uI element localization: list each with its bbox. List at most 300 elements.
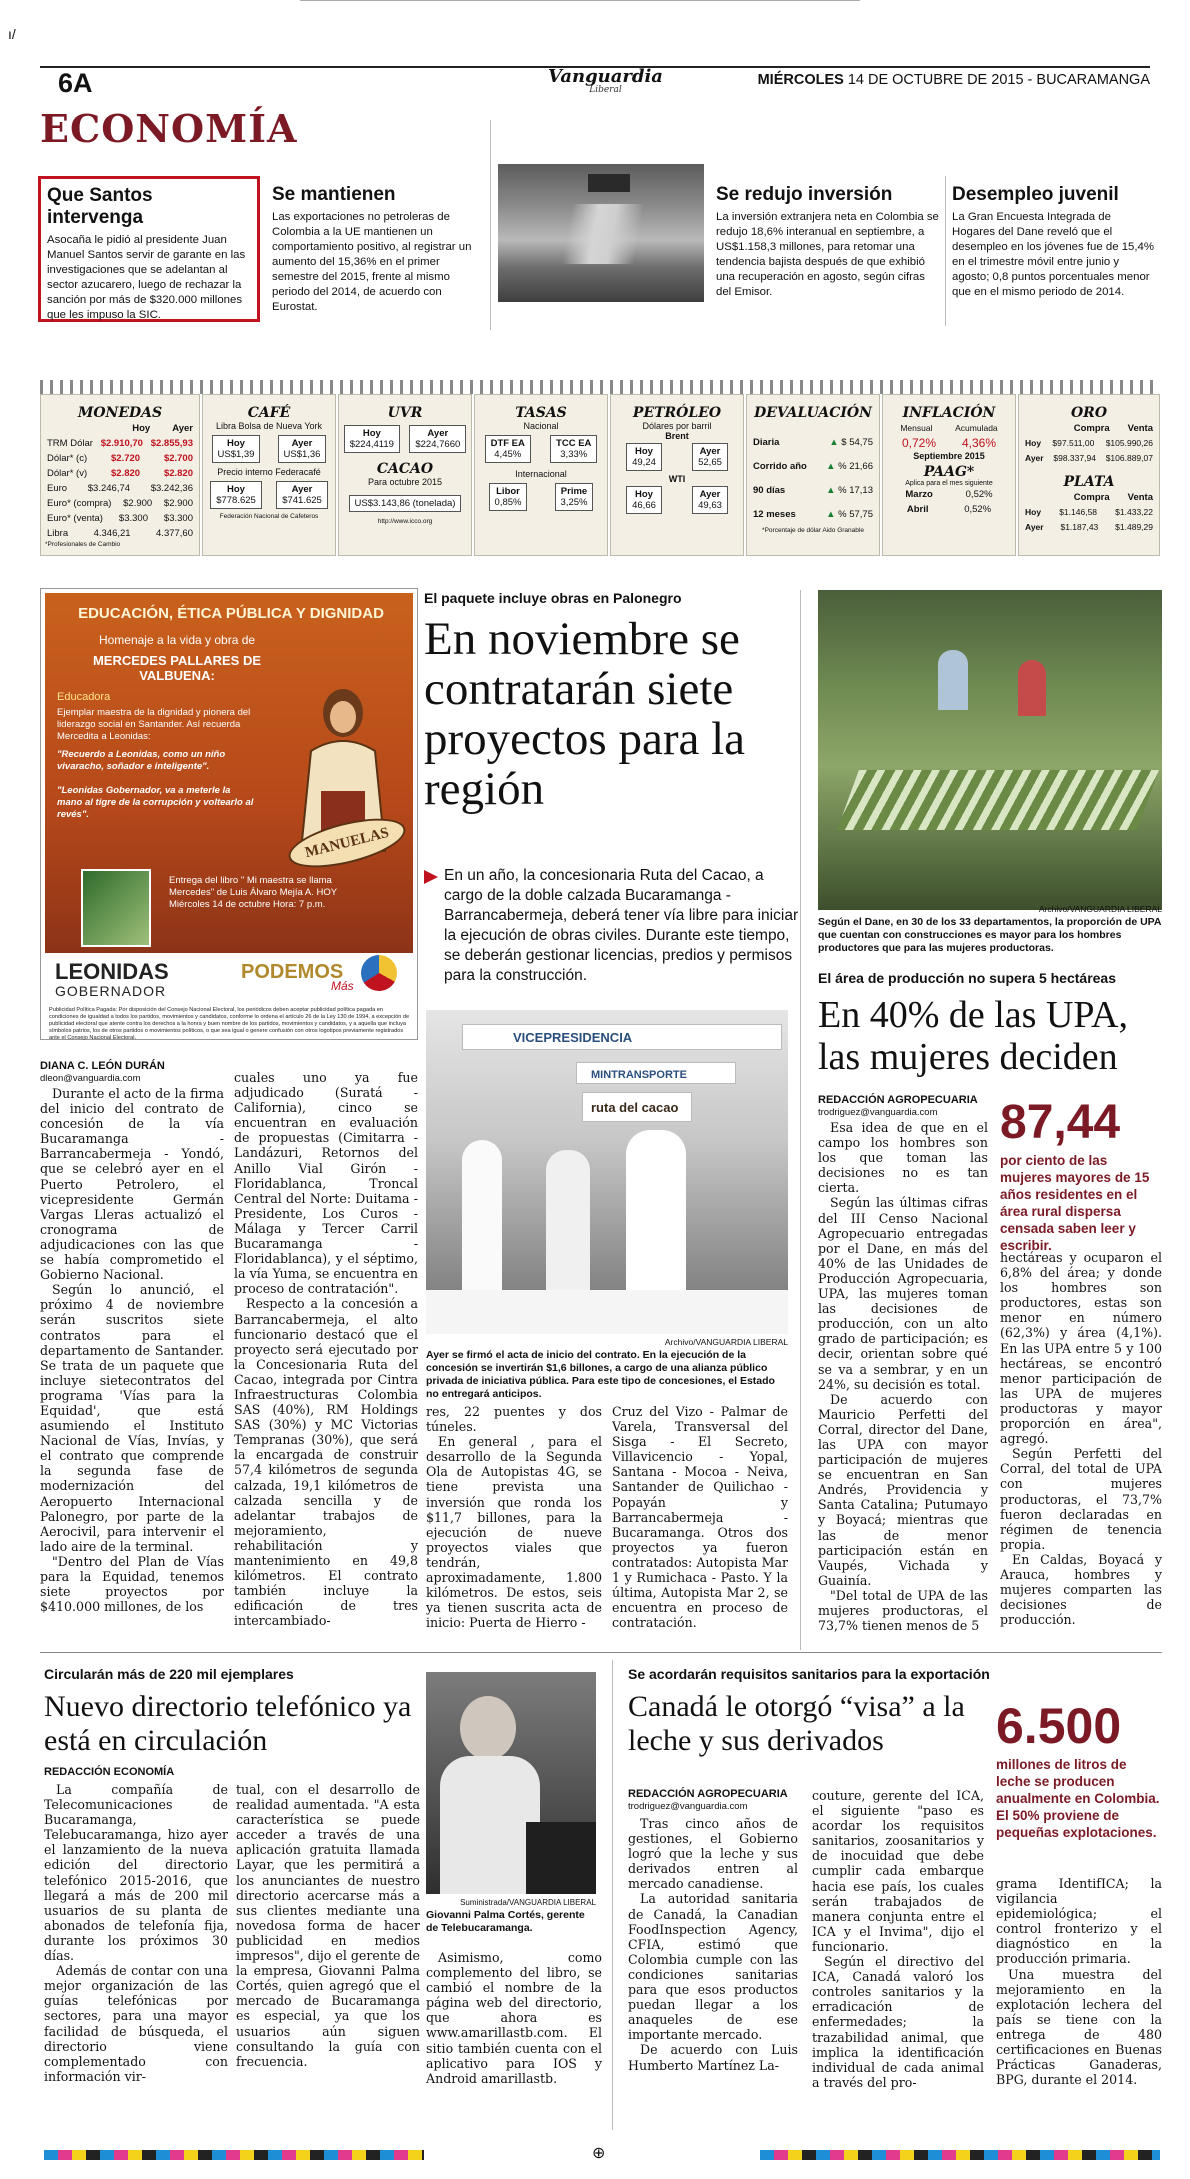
paragraph: De acuerdo con Mauricio Perfetti del Corral, director del Dane, las UPA con mayor participación de mujeres se encuentran en San Andrés, Providencia y Santa Catalina; Putumayo y Boyacá; mientras que las de menor participación están en Vaupés, Vichada y Guainía. (818, 1391, 988, 1588)
brent-hoy-box (626, 443, 662, 471)
market-note: *Profesionales de Cambio (45, 541, 121, 548)
col-compra: Compra (1073, 423, 1110, 434)
up-arrow-icon: ▲ (826, 509, 839, 520)
canada-big-number: 6.500 (996, 1698, 1122, 1754)
directory-col-1 (44, 1782, 228, 2130)
ad-party-sub: Más (331, 979, 354, 993)
brief-1 (38, 176, 260, 322)
party-logo-icon (361, 955, 397, 991)
upa-byline: REDACCIÓN AGROPECUARIA (818, 1094, 978, 1106)
truck-road-photo (498, 164, 704, 302)
paragraph: "Del total de UPA de las mujeres productoras, el 73,7% tienen menos de 5 (818, 1587, 988, 1634)
row-label: TRM Dólar (47, 438, 93, 449)
month: Septiembre (913, 451, 963, 461)
section-title: ECONOMÍA (40, 106, 298, 151)
cafe-ayer-box (278, 435, 327, 463)
row-label: Euro (47, 483, 68, 494)
market-sub: Nacional (523, 421, 559, 431)
row-label: Euro* (compra) (47, 498, 112, 509)
label: Hoy (635, 446, 653, 457)
label: Libor (496, 486, 520, 497)
venta-value: $1.433,22 (1115, 507, 1153, 517)
dev-row (747, 503, 879, 527)
inflacion-values (883, 436, 1015, 451)
market-note: *Porcentaje de dólar Aido Granable (762, 527, 864, 534)
ad-party: PODEMOS (241, 961, 344, 983)
market-note: http://www.icco.org (377, 518, 433, 525)
label: Hoy (227, 438, 245, 449)
row-value: 0,52% (964, 504, 992, 515)
row-value-wrap (826, 503, 873, 527)
row-hoy: $3.246,74 (87, 483, 131, 494)
main-byline: DIANA C. LEÓN DURÁN (40, 1060, 165, 1072)
row-label: Marzo (905, 489, 933, 500)
brief-4 (952, 184, 1157, 300)
truck-shape (588, 174, 630, 192)
brief-text: Las exportaciones no petroleras de Colombia a la UE mantienen un comportamiento positivo, al registrar un aumento del 15,36% en el primer semestre del 2015, frente al mismo periodo del 2014, de acuerdo con Eurostat. (272, 211, 472, 313)
notebook-spiral-decoration (40, 380, 1160, 394)
main-col-1 (40, 1086, 224, 1646)
mensual-value: 0,72% (901, 436, 937, 450)
value: 49,24 (632, 457, 656, 468)
row-hoy: $2.720 (111, 453, 141, 464)
row-ayer: $2.820 (163, 468, 193, 479)
cafe-ayer-box (276, 481, 328, 509)
ad-header: EDUCACIÓN, ÉTICA PÚBLICA Y DIGNIDAD (78, 605, 384, 622)
directory-col-3 (426, 1950, 602, 2130)
wti-hoy-box (626, 486, 662, 514)
person-silhouette (546, 1150, 590, 1300)
market-petroleo (610, 394, 744, 556)
road-shape (518, 204, 688, 264)
lead-arrow-icon (424, 870, 438, 884)
row-label: Hoy (1025, 438, 1042, 448)
label: Ayer (699, 446, 721, 457)
farm-photo (818, 590, 1162, 910)
col-venta: Venta (1127, 492, 1153, 503)
canada-headline: Canadá le otorgó “visa” a la leche y sus derivados (628, 1690, 965, 1757)
signing-table (426, 1290, 788, 1334)
banner-mintransporte (576, 1062, 736, 1084)
prime-box (555, 483, 594, 511)
cacao-value: US$3.143,86 (tonelada) (349, 495, 462, 512)
row-value: % 17,13 (838, 485, 873, 496)
market-title: CACAO (376, 461, 434, 477)
paragraph: Tras cinco años de gestiones, el Gobierno logró que la leche y sus derivados entren al mercado canadiense. (628, 1816, 798, 1892)
upa-kicker: El área de producción no supera 5 hectáreas (818, 970, 1116, 986)
value: US$1,39 (217, 449, 255, 460)
banner-text: MINTRANSPORTE (591, 1069, 687, 1081)
value: 3,33% (560, 449, 588, 460)
label: DTF EA (490, 438, 525, 449)
market-uvr (338, 394, 472, 556)
market-row (41, 511, 199, 526)
brief-text: La inversión extranjera neta en Colombia se redujo 18,6% interanual en septiembre, a US$1.158,3 millones, para retomar una tendencia bajista después de que exhibió una recuperación en agosto, según cifras del Emisor. (716, 211, 939, 298)
paragraph: Según Perfetti del Corral, del total de UPA con mujeres productoras, el 73,7% fueron declaradas en régimen de tenencia propia. (1000, 1446, 1162, 1552)
label: Ayer (699, 489, 721, 500)
brief-title: Se mantienen (272, 184, 396, 205)
market-title: PETRÓLEO (632, 405, 722, 421)
market-title: TASAS (515, 405, 567, 421)
market-note: Federación Nacional de Cafeteros (219, 513, 319, 520)
paragraph: En general , para el desarrollo de la Segunda Ola de Autopistas 4G, se tiene prevista una inversión que ronda los $11,7 billones, para la ejecución de nueve proyectos viales que tendrán, aproximadamente, 1.800 kilómetros. De estos, seis ya tienen suscrita acta de inicio: Puerta de Hierro - (426, 1434, 602, 1631)
crop-rows (837, 770, 1159, 830)
cacao-value-wrap (339, 491, 471, 512)
canada-email: trodriguez@vanguardia.com (628, 1801, 748, 1812)
label: Prime (560, 486, 588, 497)
color-bar-left (44, 2150, 424, 2160)
speaker-photo-credit: Suministrada/VANGUARDIA LIBERAL (460, 1898, 596, 1907)
cafe-internal-values (203, 481, 335, 509)
brent-values (611, 443, 743, 471)
compra-value: $98.337,94 (1053, 453, 1096, 463)
row-value-wrap (829, 431, 873, 455)
registration-mark: ı/ (8, 26, 16, 42)
main-headline: En noviembre se contratarán siete proyectos para la región (424, 613, 746, 815)
row-hoy: $2.900 (123, 498, 153, 509)
brief-3 (716, 184, 940, 300)
wti-label: WTI (668, 474, 686, 484)
banner-vicepresidencia (462, 1024, 782, 1050)
market-row (41, 496, 199, 511)
market-title: DEVALUACIÓN (754, 405, 872, 421)
label: Ayer (291, 438, 313, 449)
market-row (41, 526, 199, 541)
dev-row (747, 479, 879, 503)
main-col-4 (612, 1404, 788, 1646)
banner-text: ruta del cacao (591, 1100, 679, 1115)
divider (945, 176, 946, 326)
brief-text: Asocaña le pidió al presidente Juan Manuel Santos servir de garante en las investigaciones que se adelantan al sector azucarero, luego de rechazar la sanción por más de $320.000 millones que les impuso la SIC. (47, 234, 246, 321)
ad-disclaimer: Publicidad Política Pagada: Por disposición del Consejo Nacional Electoral, los periódicos deben aceptar publicidad política pagada en condiciones de igualdad a todos los partidos, movimientos y candidatos, conforme lo ordena el artículo 26 de la Ley 130 de 1994, a excepción de publicidad electoral que atente contra los derechos a la honra y buen nombre de los partidos, movimientos y candidatos, y a aquella que incluya símbolos patrios, los de otros partidos o movimientos políticos, o que sea igual o genere confusión con otros logotipos previamente registrados ante el Consejo Nacional Electoral. (49, 1007, 410, 1041)
compra-value: $97.511,00 (1052, 438, 1095, 448)
canada-col-3 (996, 1876, 1162, 2130)
wti-values (611, 486, 743, 514)
color-bar-right (760, 2150, 1160, 2160)
main-col-2 (234, 1070, 418, 1646)
paragraph: Esa idea de que en el campo los hombres son los que toman las decisiones no es tan cierta. (818, 1120, 988, 1196)
row-ayer: 4.377,60 (156, 528, 193, 539)
plata-row (1019, 505, 1159, 520)
market-header (41, 421, 199, 436)
label: Ayer (427, 428, 449, 439)
paper-sub: Liberal (589, 85, 622, 95)
row-ayer: $2.855,93 (150, 438, 193, 449)
paragraph: La autoridad sanitaria de Canadá, la Canadian FoodInspection Agency, CFIA, estimó que Colombia cumple con las condiciones sanitarias para que esos productos puedan llegar a los anaqueles de ese importante mercado. (628, 1891, 798, 2043)
row-label: Euro* (venta) (47, 513, 103, 524)
date-weekday: MIÉRCOLES (757, 72, 844, 88)
market-title: CAFÉ (247, 405, 291, 421)
inflacion-month (883, 451, 1015, 461)
paag-row (883, 487, 1015, 502)
canada-col-1 (628, 1816, 798, 2130)
paragraph: grama IdentifICA; la vigilancia epidemiológica; el control fronterizo y el diagnóstico en la producción primaria. (996, 1876, 1162, 1967)
libor-box (489, 483, 528, 511)
tasas-national (475, 435, 607, 463)
label: Ayer (291, 484, 313, 495)
market-sub: Precio interno Federacafé (217, 467, 321, 477)
inflacion-header (883, 421, 1015, 436)
upa-email: trodriguez@vanguardia.com (818, 1107, 938, 1118)
canada-byline: REDACCIÓN AGROPECUARIA (628, 1788, 788, 1800)
market-title: INFLACIÓN (902, 405, 996, 421)
paragraph: Asimismo, como complemento del libro, se cambió el nombre de la página web del directorio, que ahora es www.amarillastb.com. El sitio también cuenta con el aplicativo para IOS y Android amarillastb. (426, 1950, 602, 2086)
market-inflacion (882, 394, 1016, 556)
venta-value: $1.489,29 (1115, 522, 1153, 532)
upa-number-note: por ciento de las mujeres mayores de 15 años residentes en el área rural dispersa censada saben leer y escribir. (1000, 1153, 1150, 1253)
tasas-international (475, 483, 607, 511)
plata-header (1019, 490, 1159, 505)
dev-row (747, 455, 879, 479)
signing-photo-credit: Archivo/VANGUARDIA LIBERAL (664, 1337, 788, 1347)
col-acumulada: Acumulada (955, 423, 998, 433)
paragraph: cuales uno ya fue adjudicado (Suratá - California), cinco se encuentran en evaluación de propuestas (Cimitarra - Landázuri, Retornos del Anillo Vial Girón - Floridablanca, Troncal Central del Norte: Duitama - Presidente, Los Curos - Málaga y Tercer Carril Bucaramanga - Floridablanca), y el séptimo, la vía Yuma, se encuentra en proceso de contratación". (234, 1070, 418, 1297)
paragraph: Cruz del Vizo - Palmar de Varela, Transversal del Sisga - El Secreto, Villavicencio - Yopal, Santana - Mocoa - Neiva, Santander de Quilichao - Popayán y Barrancabermeja - Bucaramanga. Otros dos proyectos ya fueron contratados: Autopista Mar 1 y Rumichaca - Pasto. Y la última, Autopista Mar 2, se encuentra en proceso de contratación. (612, 1404, 788, 1631)
main-email: dleon@vanguardia.com (40, 1073, 141, 1084)
row-label: Libra (47, 528, 69, 539)
signing-photo (426, 1010, 788, 1334)
value: US$1,36 (283, 449, 321, 460)
directory-headline: Nuevo directorio telefónico ya está en circulación (44, 1690, 412, 1757)
row-hoy: $2.910,70 (100, 438, 143, 449)
main-col-3 (426, 1404, 602, 1646)
row-ayer: $2.700 (163, 453, 193, 464)
compra-value: $1.187,43 (1060, 522, 1099, 532)
directory-col-2 (236, 1782, 420, 2130)
speaker-photo-caption: Giovanni Palma Cortés, gerente de Telebucaramanga. (426, 1909, 585, 1934)
cafe-hoy-box (212, 435, 261, 463)
farm-photo-caption: Según el Dane, en 30 de los 33 departamentos, la proporción de UPA que cuentan con construcciones es mayor para los hombres productores que para las mujeres productoras. (818, 916, 1162, 954)
acum-value: 4,36% (961, 436, 997, 450)
market-cafe (202, 394, 336, 556)
page-number: 6A (58, 68, 93, 98)
speaker-body (440, 1756, 540, 1894)
ad-role: Educadora (57, 691, 111, 703)
row-ayer: $3.300 (163, 513, 193, 524)
podium (526, 1822, 596, 1894)
signing-photo-caption: Ayer se firmó el acta de inicio del contrato. En la ejecución de la concesión se invertirán $1,6 billones, a cargo de una alianza público privada de iniciativa pública. Para este tipo de concesiones, el Estado no entregará anticipos. (426, 1349, 775, 1400)
manuelas-text: MANUELAS (303, 824, 391, 862)
paragraph: Una muestra del mejoramiento en la explotación lechera del país se tiene con la entrega de 480 certificaciones en Buenas Prácticas Ganaderas, BPG, durante el 2014. (996, 1966, 1162, 2088)
value: 52,65 (698, 457, 722, 468)
row-ayer: $3.242,36 (150, 483, 193, 494)
row-label: Diaria (753, 437, 780, 448)
up-arrow-icon: ▲ (829, 437, 842, 448)
directory-byline: REDACCIÓN ECONOMÍA (44, 1766, 175, 1778)
paragraph: Respecto a la concesión a Barrancabermeja, el alto funcionario destacó que el proyecto será ejecutado por la Concesionaria Ruta del Cacao, integrada por Cintra Infraestructuras Colombia SAS (40%), RM Holdings SAS (30%) y MC Victorias Tempranas (30%), que será la encargada de construir 57,4 kilómetros de segunda calzada, 19,1 kilómetros de calzada sencilla y de adelantar trabajos de mejoramiento, rehabilitación y mantenimiento en 49,8 kilómetros. El contrato también incluye la edificación de tres intercambiado- (234, 1296, 418, 1629)
market-sub: Para octubre 2015 (367, 477, 443, 487)
ad-candidate: LEONIDAS (55, 959, 169, 984)
upa-col-2 (1000, 1250, 1162, 1642)
col-venta: Venta (1127, 423, 1153, 434)
person-silhouette (462, 1140, 502, 1290)
paragraph: Durante el acto de la firma del inicio del contrato de concesión de la vía Bucaramanga - Barrancabermeja - Yondó, que se celebró ayer en el Puerto Petrolero, el vicepresidente Germán Vargas Lleras actualizó el cronograma de adjudicaciones con las que se había comprometido el Gobierno Nacional. (40, 1086, 224, 1283)
market-oro (1018, 394, 1160, 556)
market-title: MONEDAS (77, 405, 163, 421)
person-silhouette (626, 1130, 686, 1300)
row-label: Dólar* (c) (47, 453, 88, 464)
market-title: ORO (1070, 405, 1108, 421)
plata-title: PLATA (1063, 474, 1115, 490)
paragraph: Según lo anunció, el próximo 4 de noviembre serán suscritos siete contratos para el departamento de Santander. Se trata de un paquete que incluye sietecontratos del programa 'Vías para la Equidad', que está asumiendo el Instituto Nacional de Vías, Invías, y el contrato que comprende la segunda fase de modernización del Aeropuerto Internacional Palonegro, por parte de la Aerocivil, para intervenir el lado aire de la terminal. (40, 1282, 224, 1554)
row-label: Dólar* (v) (47, 468, 88, 479)
political-ad (40, 588, 418, 1040)
paragraph: En Caldas, Boyacá y Arauca, hombres y mujeres comparten las decisiones de producción. (1000, 1551, 1162, 1628)
row-hoy: $2.820 (111, 468, 141, 479)
brief-title: Se redujo inversión (716, 184, 893, 205)
top-trim-line (300, 0, 860, 1)
row-value-wrap (826, 455, 873, 479)
row-label: 90 días (753, 485, 786, 496)
row-label: Ayer (1025, 522, 1044, 532)
col-ayer: Ayer (172, 423, 193, 434)
label: Hoy (635, 489, 653, 500)
row-hoy: 4.346,21 (93, 528, 131, 539)
canada-col-2 (812, 1788, 984, 2130)
row-value: % 57,75 (838, 509, 873, 520)
label: Hoy (362, 428, 381, 439)
paag-title: PAAG* (923, 464, 975, 480)
row-label: Ayer (1025, 453, 1044, 463)
paper-name: Vanguardia (548, 66, 663, 87)
venta-value: $105.990,26 (1105, 438, 1153, 448)
ad-book-text: Entrega del libro " Mi maestra se llama Mercedes" de Luis Álvaro Mejía A. HOY Miércoles 14 de octubre Hora: 7 p.m. (169, 875, 337, 910)
row-label: 12 meses (753, 509, 796, 520)
farm-photo-credit: Archivo/VANGUARDIA LIBERAL (1038, 904, 1162, 914)
label: TCC EA (556, 438, 592, 449)
market-devaluacion (746, 394, 880, 556)
speaker-photo (426, 1672, 596, 1894)
tcc-box (550, 435, 597, 463)
row-value: 0,52% (965, 489, 993, 500)
paag-note: Aplica para el mes siguiente (905, 480, 993, 487)
oro-row (1019, 436, 1159, 451)
paragraph: Según las últimas cifras del III Censo Nacional Agropecuario entregadas por el Dane, en más del 40% de las Unidades de Producción Agropecuaria, UPA, las mujeres toman las decisiones de producción, con un alto grado de participación; es decir, orientan sobre qué se va a sembrar, y en un 24%, su decisión es total. (818, 1195, 988, 1392)
row-label: Abril (906, 504, 929, 515)
paragraph: res, 22 puentes y dos túneles. (426, 1404, 602, 1435)
brent-label: Brent (665, 431, 689, 441)
row-hoy: $3.300 (118, 513, 148, 524)
row-value: % 21,66 (838, 461, 873, 472)
col-hoy: Hoy (132, 423, 151, 434)
paragraph: La compañía de Telecomunicaciones de Bucaramanga, Telebucaramanga, hizo ayer el lanzamiento de la nueva edición del directorio telefónico 2015-2016, que llegará a más de 200 mil usuarios de su planta de abonados de telefonía fija, durante los próximos 30 días. (44, 1782, 228, 1964)
dev-row (747, 431, 879, 455)
farmer-silhouette (938, 650, 968, 710)
label: Hoy (227, 484, 245, 495)
brent-ayer-box (692, 443, 728, 471)
paragraph: De acuerdo con Luis Humberto Martínez La- (628, 2042, 798, 2073)
up-arrow-icon: ▲ (826, 485, 839, 496)
value: $224,7660 (415, 439, 461, 450)
market-sub: Dólares por barril (642, 421, 712, 431)
row-label: Hoy (1025, 507, 1042, 517)
paragraph: "Dentro del Plan de Vías para la Equidad, tenemos siete proyectos por $410.000 millones, de los (40, 1553, 224, 1615)
banner-text: VICEPRESIDENCIA (513, 1030, 633, 1045)
ad-quote-2: "Leonidas Gobernador, va a meterle la mano al tigre de la corrupción y voltearlo al revés". (57, 785, 254, 820)
market-title: UVR (387, 405, 423, 421)
row-value-wrap (826, 479, 873, 503)
paag-row (883, 502, 1015, 517)
paper-logo (548, 68, 663, 95)
value: 46,66 (632, 500, 656, 511)
market-row (41, 466, 199, 481)
divider (612, 1660, 613, 2130)
date-rest: 14 DE OCTUBRE DE 2015 - BUCARAMANGA (847, 72, 1150, 88)
market-tasas (474, 394, 608, 556)
section-rule (40, 1652, 1162, 1653)
brief-2 (272, 184, 482, 315)
col-mensual: Mensual (900, 423, 933, 433)
value: $778.625 (216, 495, 256, 506)
oro-row (1019, 451, 1159, 466)
divider (800, 590, 801, 1650)
upa-big-number: 87,44 (1000, 1096, 1121, 1149)
compra-value: $1.146,58 (1059, 507, 1098, 517)
upa-headline: En 40% de las UPA, las mujeres deciden (818, 994, 1128, 1078)
market-sub: Internacional (515, 469, 567, 479)
ad-quote-1: "Recuerdo a Leonidas, como un niño vivaracho, soñador e inteligente". (57, 749, 226, 772)
paragraph: hectáreas y ocuparon el 6,8% del área; y donde los hombres son productores, estas son menor en número (62,3%) y área (4,1%). En las UPA entre 5 y 100 hectáreas, se encontró menor participación de las UPA de mujeres productoras y mayor proporción en área", agregó. (1000, 1250, 1162, 1447)
registration-target-icon: ⊕ (592, 2145, 606, 2162)
venta-value: $106.889,07 (1105, 453, 1153, 463)
upa-col-1 (818, 1120, 988, 1640)
row-ayer: $2.900 (163, 498, 193, 509)
value: $224,4119 (349, 439, 394, 450)
canada-number-note: millones de litros de leche se producen anualmente en Colombia. El 50% proviene de pequeñas explotaciones. (996, 1757, 1160, 1840)
farmer-silhouette (1018, 660, 1046, 716)
brief-title: Desempleo juvenil (952, 184, 1119, 205)
value: 3,25% (560, 497, 588, 508)
market-row (41, 436, 199, 451)
dtf-box (485, 435, 531, 463)
ad-candidate-role: GOBERNADOR (55, 983, 167, 999)
paragraph: couture, gerente del ICA, el siguiente "paso es acordar los requisitos sanitarios, zoosanitarios y de inocuidad que debe cumplir cada embarque hacia ese país, los cuales serán trabajados de manera conjunta entre el ICA y el Invima", dijo el funcionario. (812, 1788, 984, 1954)
ad-name: MERCEDES PALLARES DE VALBUENA: (92, 653, 262, 683)
wti-ayer-box (692, 486, 728, 514)
main-kicker: El paquete incluye obras en Palonegro (424, 590, 682, 606)
canada-kicker: Se acordarán requisitos sanitarios para la exportación (628, 1666, 990, 1682)
brief-title: Que Santos intervenga (47, 185, 153, 228)
market-sub: Libra Bolsa de Nueva York (215, 421, 323, 431)
value: $741.625 (282, 495, 322, 506)
ad-book-cover (81, 869, 151, 947)
banner-ruta-cacao (582, 1092, 692, 1122)
ad-homage: Homenaje a la vida y obra de (98, 633, 256, 647)
row-value: $ 54,75 (841, 437, 873, 448)
main-lead: En un año, la concesionaria Ruta del Cacao, a cargo de la doble calzada Bucaramanga - Barrancabermeja, deberá tener vía libre para iniciar la ejecución de obras civiles. Durante este tiempo, se deberán gestionar licencias, predios y permisos para la construcción. (444, 867, 799, 984)
col-compra: Compra (1073, 492, 1110, 503)
ad-lines: Ejemplar maestra de la dignidad y pionera del liderazgo social en Santander. Así recuerda Mercedita a Leonidas: (57, 707, 251, 742)
uvr-ayer-box (409, 425, 466, 453)
market-monedas (40, 394, 200, 556)
cafe-ny-values (203, 435, 335, 463)
oro-header (1019, 421, 1159, 436)
directory-kicker: Circularán más de 220 mil ejemplares (44, 1666, 294, 1682)
up-arrow-icon: ▲ (826, 461, 839, 472)
market-row (41, 451, 199, 466)
value: 4,45% (494, 449, 522, 460)
value: 49,63 (698, 500, 722, 511)
paragraph: tual, con el desarrollo de realidad aumentada. "A esta característica se puede acceder a través de una aplicación gratuita llamada Layar, que les permitirá a los anunciantes de nuestro directorio acercarse más a sus clientes mediante una novedosa forma de hacer publicidad en medios impresos", dijo el gerente de la empresa, Giovanni Palma Cortés, quien agregó que el mercado de Bucaramanga es especial, ya que los usuarios aún siguen consultando la guía con frecuencia. (236, 1782, 420, 2069)
brief-text: La Gran Encuesta Integrada de Hogares del Dane reveló que el desempleo en los jóvenes fue de 15,4% en el trimestre móvil entre junio y agosto; 0,8 puntos porcentuales menor que en el mismo periodo de 2014. (952, 211, 1155, 298)
row-label: Corrido año (753, 461, 807, 472)
value: 0,85% (494, 497, 522, 508)
divider (490, 120, 491, 330)
cafe-hoy-box (210, 481, 262, 509)
paragraph: Según el directivo del ICA, Canadá valoró los controles sanitarios y la erradicación de enfermedades; la trazabilidad animal, que implica la identificación individual de cada animal a través del pro- (812, 1954, 984, 2090)
speaker-head (460, 1696, 516, 1760)
year: 2015 (964, 451, 985, 461)
